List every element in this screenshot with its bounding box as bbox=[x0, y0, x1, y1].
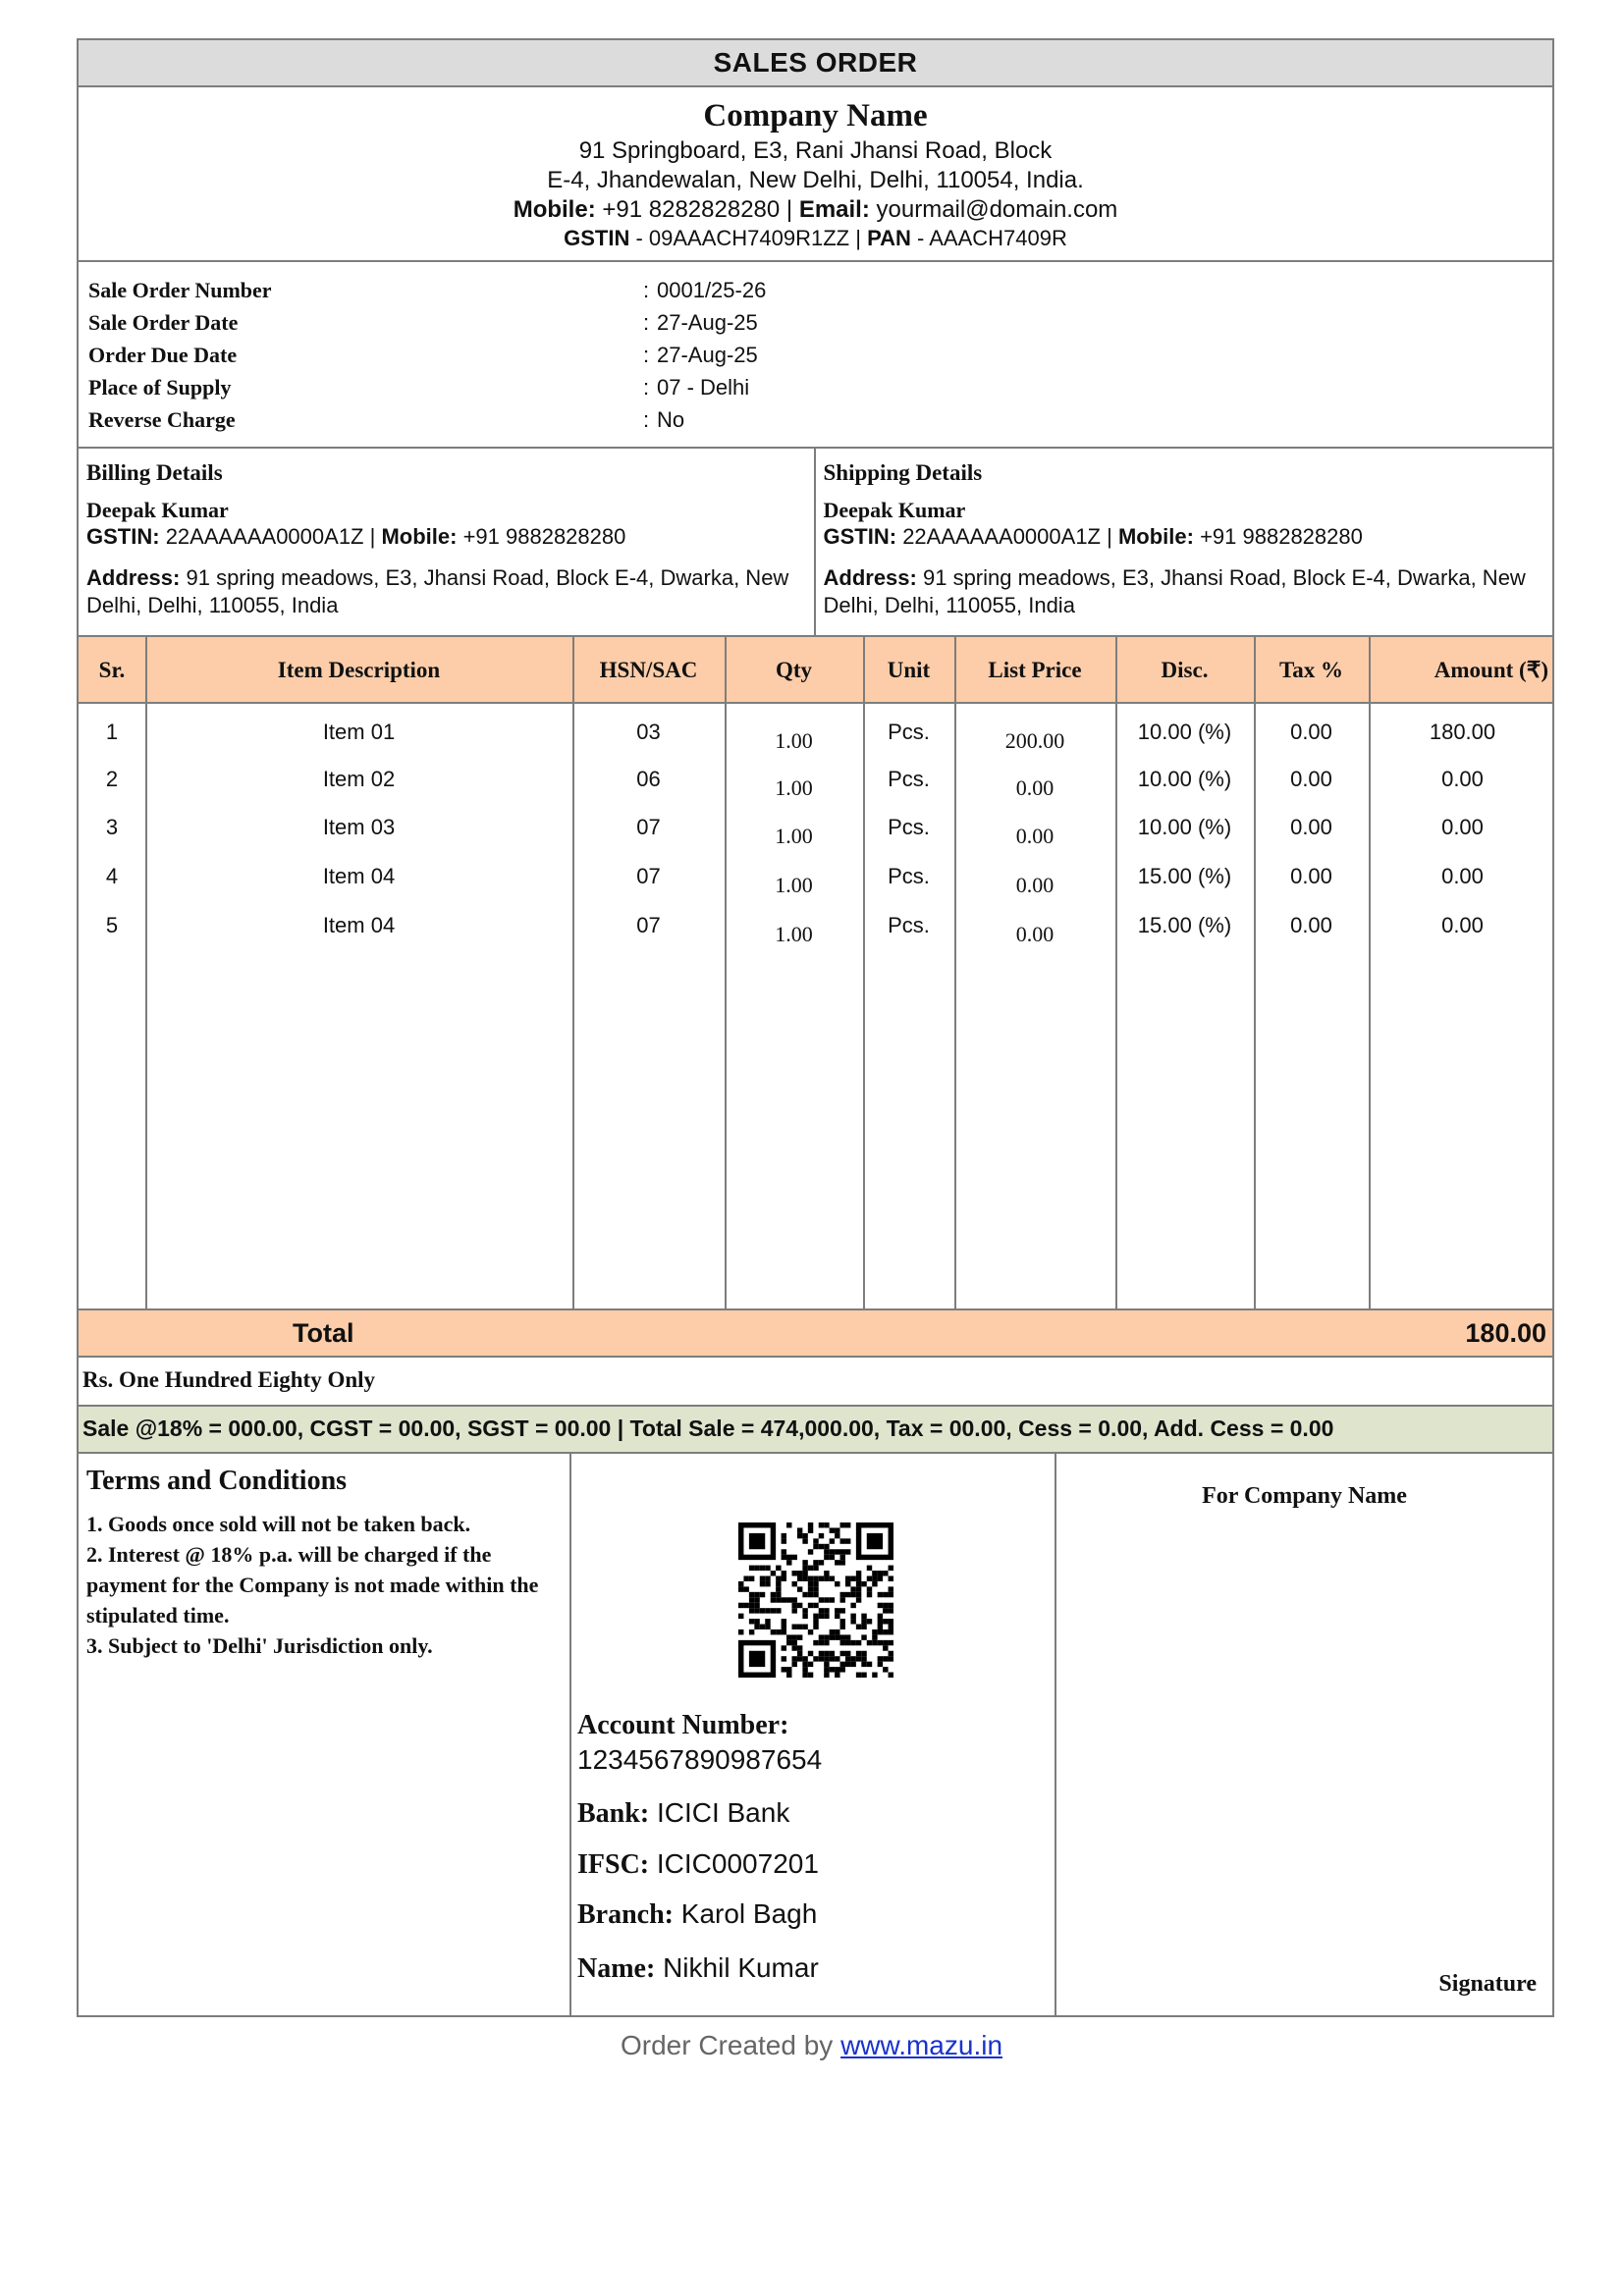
billing-mobile: +91 9882828280 bbox=[462, 524, 626, 549]
billing-address-text: 91 spring meadows, E3, Jhansi Road, Block E-4, Dwarka, New Delhi, Delhi, 110055, India bbox=[86, 565, 789, 617]
gstin-label: GSTIN bbox=[564, 226, 630, 250]
party-details bbox=[79, 449, 1552, 637]
meta-separator: : bbox=[643, 309, 650, 335]
cell-discount: 10.00 (%) bbox=[1137, 720, 1232, 744]
bank-name-row bbox=[577, 1797, 789, 1830]
terms-item: 3. Subject to 'Delhi' Jurisdiction only. bbox=[86, 1633, 433, 1658]
cell-list-price: 0.00 bbox=[1015, 873, 1055, 897]
cell-item-description: Item 04 bbox=[322, 864, 396, 888]
billing-gstin: 22AAAAAA0000A1Z bbox=[165, 524, 364, 549]
pan-label: PAN bbox=[867, 226, 911, 250]
cell-qty: 1.00 bbox=[775, 922, 813, 946]
account-label-text: Account Number: bbox=[577, 1710, 789, 1740]
column-divider bbox=[863, 637, 865, 1348]
shipping-address-text: 91 spring meadows, E3, Jhansi Road, Block E-4, Dwarka, New Delhi, Delhi, 110055, India bbox=[823, 565, 1526, 617]
column-divider bbox=[725, 637, 727, 1348]
cell-qty: 1.00 bbox=[775, 775, 813, 800]
cell-qty: 1.00 bbox=[775, 728, 813, 753]
total-row bbox=[79, 1308, 1552, 1358]
cell-discount: 10.00 (%) bbox=[1137, 815, 1232, 839]
tax-summary: Sale @18% = 000.00, CGST = 00.00, SGST = 00.00 | Total Sale = 474,000.00, Tax = 00.00, Cess = 0.00, Add. Cess = 0.00 bbox=[79, 1407, 1552, 1454]
company-address-line1: 91 Springboard, E3, Rani Jhansi Road, Block bbox=[578, 137, 1053, 164]
shipping-name: Deepak Kumar bbox=[823, 498, 966, 522]
shipping-mobile: +91 9882828280 bbox=[1200, 524, 1363, 549]
header-amount: Amount (₹) bbox=[1434, 658, 1548, 682]
amount-in-words: Rs. One Hundred Eighty Only bbox=[79, 1358, 1552, 1407]
billing-address bbox=[86, 564, 806, 619]
company-name: Company Name bbox=[703, 98, 928, 133]
cell-sr: 3 bbox=[105, 815, 119, 839]
cell-hsn-sac: 03 bbox=[636, 720, 661, 744]
terms-heading: Terms and Conditions bbox=[86, 1466, 348, 1496]
cell-list-price: 0.00 bbox=[1015, 824, 1055, 848]
items-table bbox=[79, 637, 1552, 1348]
meta-separator: : bbox=[643, 406, 650, 432]
cell-discount: 10.00 (%) bbox=[1137, 767, 1232, 791]
company-address-line2: E-4, Jhandewalan, New Delhi, Delhi, 110054, India. bbox=[547, 167, 1084, 193]
cell-qty: 1.00 bbox=[775, 824, 813, 848]
header-discount: Disc. bbox=[1161, 658, 1209, 682]
company-gstin: 09AAACH7409R1ZZ bbox=[648, 226, 850, 250]
shipping-heading: Shipping Details bbox=[823, 460, 983, 485]
meta-row bbox=[79, 403, 1552, 436]
order-meta bbox=[79, 262, 1552, 449]
cell-amount: 0.00 bbox=[1441, 864, 1484, 888]
total-value: 180.00 bbox=[1465, 1318, 1546, 1348]
cell-unit: Pcs. bbox=[888, 720, 930, 744]
created-by-footer bbox=[0, 2030, 1623, 2061]
billing-heading: Billing Details bbox=[86, 460, 223, 485]
signature-block bbox=[1056, 1454, 1552, 2017]
cell-amount: 180.00 bbox=[1429, 720, 1496, 744]
column-divider bbox=[954, 637, 956, 1348]
billing-details bbox=[79, 449, 816, 635]
column-divider bbox=[1369, 637, 1371, 1348]
terms-item: 2. Interest @ 18% p.a. will be charged if the payment for the Company is not made within the stipulated time. bbox=[86, 1542, 539, 1628]
branch-label: Branch: bbox=[577, 1899, 674, 1930]
shipping-address bbox=[824, 564, 1545, 619]
ifsc-code: ICIC0007201 bbox=[656, 1848, 819, 1879]
cell-sr: 1 bbox=[105, 720, 119, 744]
meta-value: 27-Aug-25 bbox=[657, 342, 758, 367]
for-company-label: For Company Name bbox=[1202, 1483, 1407, 1509]
created-by-text: Order Created by bbox=[620, 2030, 834, 2060]
meta-row bbox=[79, 371, 1552, 403]
header-list-price: List Price bbox=[988, 658, 1082, 682]
bank-details bbox=[571, 1454, 1056, 2017]
gstin-label: GSTIN: bbox=[86, 524, 160, 549]
company-tax-ids: GSTIN - 09AAACH7409R1ZZ | PAN - AAACH7409R bbox=[564, 226, 1067, 250]
ifsc-row bbox=[577, 1848, 819, 1881]
terms-and-conditions bbox=[79, 1454, 571, 2017]
column-divider bbox=[1115, 637, 1117, 1348]
cell-list-price: 0.00 bbox=[1015, 775, 1055, 800]
meta-row bbox=[79, 339, 1552, 371]
meta-label: Sale Order Date bbox=[88, 309, 239, 335]
total-label: Total bbox=[293, 1318, 354, 1348]
cell-hsn-sac: 07 bbox=[636, 815, 661, 839]
cell-hsn-sac: 06 bbox=[636, 767, 661, 791]
meta-value: 27-Aug-25 bbox=[657, 309, 758, 335]
shipping-gstin: 22AAAAAA0000A1Z bbox=[902, 524, 1101, 549]
header-qty: Qty bbox=[775, 658, 813, 682]
cell-discount: 15.00 (%) bbox=[1137, 913, 1232, 937]
meta-separator: : bbox=[643, 277, 650, 302]
address-label: Address: bbox=[823, 565, 917, 590]
meta-value: 0001/25-26 bbox=[657, 277, 767, 302]
bank-name: ICICI Bank bbox=[656, 1797, 790, 1828]
cell-unit: Pcs. bbox=[888, 913, 930, 937]
cell-item-description: Item 04 bbox=[322, 913, 396, 937]
cell-tax-percent: 0.00 bbox=[1290, 913, 1332, 937]
cell-tax-percent: 0.00 bbox=[1290, 815, 1332, 839]
account-number: 1234567890987654 bbox=[577, 1744, 823, 1775]
branch-row bbox=[577, 1898, 817, 1931]
sales-order-document bbox=[77, 38, 1554, 2017]
company-header bbox=[79, 87, 1552, 262]
cell-discount: 15.00 (%) bbox=[1137, 864, 1232, 888]
meta-value: 07 - Delhi bbox=[657, 374, 750, 400]
account-holder-name: Nikhil Kumar bbox=[663, 1952, 819, 1983]
cell-qty: 1.00 bbox=[775, 873, 813, 897]
column-divider bbox=[1254, 637, 1256, 1348]
cell-sr: 2 bbox=[105, 767, 119, 791]
signature-label: Signature bbox=[1438, 1971, 1537, 1997]
column-divider bbox=[572, 637, 574, 1348]
header-item-description: Item Description bbox=[277, 658, 441, 682]
mobile-label: Mobile: bbox=[1117, 524, 1194, 549]
cell-amount: 0.00 bbox=[1441, 815, 1484, 839]
cell-unit: Pcs. bbox=[888, 815, 930, 839]
meta-separator: : bbox=[643, 374, 650, 400]
meta-separator: : bbox=[643, 342, 650, 367]
email-label: Email: bbox=[798, 196, 870, 223]
account-label bbox=[577, 1709, 788, 1741]
gstin-label: GSTIN: bbox=[823, 524, 897, 549]
cell-item-description: Item 02 bbox=[322, 767, 396, 791]
document-title: SALES ORDER bbox=[79, 40, 1552, 87]
company-mobile: +91 8282828280 bbox=[602, 196, 781, 223]
cell-item-description: Item 03 bbox=[322, 815, 396, 839]
column-divider bbox=[145, 637, 147, 1348]
cell-tax-percent: 0.00 bbox=[1290, 767, 1332, 791]
address-label: Address: bbox=[86, 565, 181, 590]
terms-list bbox=[86, 1509, 562, 1661]
cell-item-description: Item 01 bbox=[322, 720, 396, 744]
mobile-label: Mobile: bbox=[381, 524, 458, 549]
mazu-link[interactable]: www.mazu.in bbox=[840, 2030, 1003, 2060]
cell-sr: 4 bbox=[105, 864, 119, 888]
meta-label: Reverse Charge bbox=[88, 406, 236, 432]
account-name-label: Name: bbox=[577, 1953, 656, 1984]
cell-list-price: 0.00 bbox=[1015, 922, 1055, 946]
header-tax-percent: Tax % bbox=[1279, 658, 1343, 682]
company-email: yourmail@domain.com bbox=[876, 196, 1118, 223]
cell-hsn-sac: 07 bbox=[636, 913, 661, 937]
header-unit: Unit bbox=[887, 658, 931, 682]
meta-value: No bbox=[657, 406, 685, 432]
account-name-row bbox=[577, 1952, 819, 1985]
meta-row bbox=[79, 274, 1552, 306]
bank-label: Bank: bbox=[577, 1798, 650, 1829]
cell-list-price: 200.00 bbox=[1004, 728, 1065, 753]
cell-tax-percent: 0.00 bbox=[1290, 720, 1332, 744]
meta-label: Order Due Date bbox=[88, 342, 238, 367]
company-contact: Mobile: +91 8282828280 | Email: yourmail@domain.com bbox=[513, 196, 1118, 223]
cell-hsn-sac: 07 bbox=[636, 864, 661, 888]
cell-unit: Pcs. bbox=[888, 864, 930, 888]
header-hsn-sac: HSN/SAC bbox=[599, 658, 698, 682]
meta-label: Sale Order Number bbox=[88, 277, 272, 302]
ifsc-label: IFSC: bbox=[577, 1849, 650, 1880]
billing-name: Deepak Kumar bbox=[86, 498, 229, 522]
cell-amount: 0.00 bbox=[1441, 913, 1484, 937]
shipping-ids: GSTIN: 22AAAAAA0000A1Z | Mobile: +91 9882828280 bbox=[823, 524, 1363, 549]
branch-name: Karol Bagh bbox=[680, 1898, 818, 1929]
mobile-label: Mobile: bbox=[513, 196, 596, 223]
qr-code-icon bbox=[738, 1522, 893, 1678]
meta-label: Place of Supply bbox=[88, 374, 232, 400]
meta-row bbox=[79, 306, 1552, 339]
cell-sr: 5 bbox=[105, 913, 119, 937]
items-table-header bbox=[79, 637, 1552, 704]
cell-unit: Pcs. bbox=[888, 767, 930, 791]
shipping-details bbox=[816, 449, 1553, 635]
cell-amount: 0.00 bbox=[1441, 767, 1484, 791]
cell-tax-percent: 0.00 bbox=[1290, 864, 1332, 888]
terms-item: 1. Goods once sold will not be taken back. bbox=[86, 1512, 471, 1536]
company-pan: AAACH7409R bbox=[929, 226, 1067, 250]
billing-ids: GSTIN: 22AAAAAA0000A1Z | Mobile: +91 9882828280 bbox=[86, 524, 626, 549]
footer-section bbox=[79, 1454, 1552, 2017]
header-sr: Sr. bbox=[98, 658, 126, 682]
